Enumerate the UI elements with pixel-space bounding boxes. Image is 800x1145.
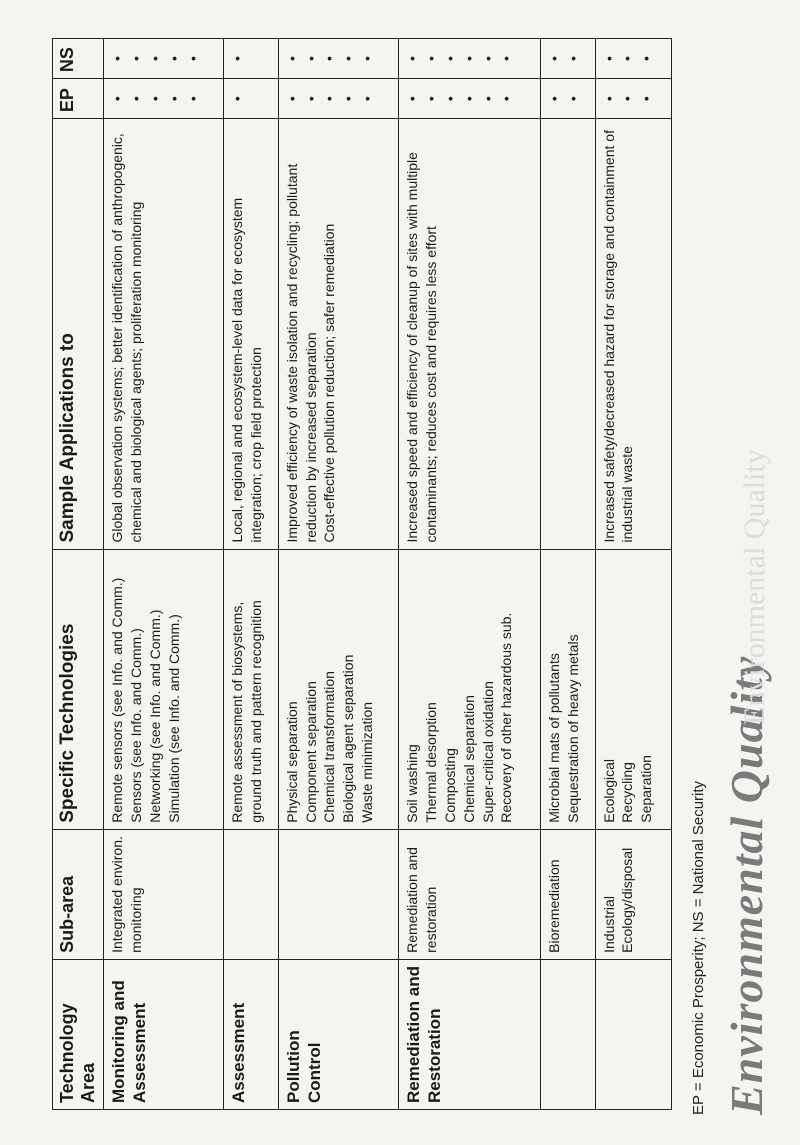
- application-item: Cost-effective pollution reduction; safer remediation: [321, 223, 338, 543]
- sample-applications-cell: [595, 119, 671, 549]
- row-subarea: Integrated environ. monitoring: [104, 829, 224, 959]
- ns-cell: [595, 39, 671, 79]
- technology-item: Composting: [441, 748, 458, 823]
- specific-technologies-cell: [398, 549, 540, 829]
- technology-item: Remote sensors (see Info. and Comm.): [109, 577, 125, 823]
- sample-applications-cell: [278, 119, 398, 549]
- technology-item: Microbial mats of pollutants: [546, 653, 563, 823]
- row-subarea: [278, 829, 398, 959]
- row-subarea: Bioremediation: [541, 829, 595, 959]
- row-area: Assessment: [224, 959, 278, 1109]
- ns-mark: •: [359, 56, 376, 61]
- technology-item: Remote assessment of biosystems, ground truth and pattern recognition: [229, 600, 265, 823]
- technology-item: Biological agent separation: [340, 654, 357, 823]
- technology-item: Sensors (see Info. and Comm.): [127, 628, 144, 823]
- application-item: Local, regional and ecosystem-level data for ecosystem integration; crop field protection: [229, 197, 265, 543]
- ep-mark: •: [422, 96, 439, 102]
- technology-item: Waste minimization: [359, 701, 376, 823]
- page-subtitle: EP = Economic Prosperity; NS = National Security: [690, 780, 707, 1115]
- faded-heading: Environmental Quality: [738, 449, 771, 725]
- ep-mark: •: [460, 96, 477, 102]
- ns-mark: •: [441, 56, 458, 61]
- ns-cell: [541, 39, 595, 79]
- table-row: [278, 39, 398, 1110]
- ns-cell: [398, 39, 540, 79]
- ep-mark: •: [600, 96, 617, 102]
- ep-mark: •: [229, 96, 246, 102]
- ns-mark: •: [109, 56, 125, 61]
- specific-technologies-cell: [224, 549, 278, 829]
- technology-item: Networking (see Info. and Comm.): [146, 609, 163, 823]
- ns-mark: •: [321, 56, 338, 61]
- ep-mark: •: [638, 96, 655, 102]
- header-row: [53, 39, 104, 1110]
- ep-mark: •: [321, 96, 338, 102]
- header-ns: NS: [53, 39, 104, 79]
- row-area: [595, 959, 671, 1109]
- technology-item: Ecological: [600, 758, 617, 823]
- ep-cell: [595, 79, 671, 119]
- ns-mark: •: [127, 56, 144, 61]
- ep-mark: •: [546, 96, 563, 102]
- ep-cell: [224, 79, 278, 119]
- header-ep: EP: [53, 79, 104, 119]
- ep-mark: •: [359, 96, 376, 102]
- sample-applications-cell: [224, 119, 278, 549]
- application-item: Improved efficiency of waste isolation and recycling; pollutant reduction by increased separation: [283, 163, 319, 543]
- sample-applications-cell: [104, 119, 224, 549]
- technology-item: Sequestration of heavy metals: [565, 634, 582, 823]
- ns-mark: •: [340, 56, 357, 61]
- ns-mark: •: [619, 56, 636, 61]
- header-area: Technology Area: [53, 959, 104, 1109]
- technology-item: Component separation: [302, 681, 319, 823]
- technology-item: Separation: [638, 755, 655, 823]
- application-item: Increased safety/decreased hazard for storage and containment of industrial waste: [600, 130, 636, 543]
- technology-item: Chemical separation: [460, 695, 477, 823]
- ns-mark: •: [479, 56, 496, 61]
- row-subarea: Industrial Ecology/disposal: [595, 829, 671, 959]
- table-row: [398, 39, 540, 1110]
- header-specific: Specific Technologies: [53, 549, 104, 829]
- row-area: Pollution Control: [278, 959, 398, 1109]
- table-row: [541, 39, 595, 1110]
- ep-cell: [104, 79, 224, 119]
- sample-applications-cell: [541, 119, 595, 549]
- ns-mark: •: [302, 56, 319, 61]
- ep-mark: •: [109, 96, 125, 102]
- specific-technologies-cell: [541, 549, 595, 829]
- technology-item: Thermal desorption: [422, 702, 439, 823]
- ns-mark: •: [422, 56, 439, 61]
- ep-mark: •: [184, 96, 201, 102]
- ns-cell: [104, 39, 224, 79]
- table-row: [224, 39, 278, 1110]
- row-subarea: Remediation and restoration: [398, 829, 540, 959]
- technology-item: Recycling: [619, 762, 636, 823]
- ns-mark: •: [283, 56, 300, 61]
- ns-mark: •: [460, 56, 477, 61]
- ep-mark: •: [441, 96, 458, 102]
- ep-cell: [398, 79, 540, 119]
- ns-mark: •: [600, 56, 617, 61]
- ns-cell: [224, 39, 278, 79]
- matrix-body: [104, 39, 672, 1110]
- row-subarea: [224, 829, 278, 959]
- ns-mark: •: [165, 56, 182, 61]
- page-title: Environmental Quality: [721, 655, 772, 1115]
- specific-technologies-cell: [104, 549, 224, 829]
- row-area: Monitoring and Assessment: [104, 959, 224, 1109]
- ep-cell: [541, 79, 595, 119]
- ep-mark: •: [565, 96, 582, 102]
- sample-applications-cell: [398, 119, 540, 549]
- ep-mark: •: [146, 96, 163, 102]
- ns-mark: •: [638, 56, 655, 61]
- ep-mark: •: [340, 96, 357, 102]
- ep-mark: •: [302, 96, 319, 102]
- ep-mark: •: [479, 96, 496, 102]
- technology-item: Super-critical oxidation: [479, 681, 496, 823]
- ep-mark: •: [127, 96, 144, 102]
- ep-mark: •: [283, 96, 300, 102]
- ns-mark: •: [546, 56, 563, 61]
- technology-item: Soil washing: [403, 744, 420, 823]
- technology-item: Chemical transformation: [321, 671, 338, 823]
- ep-mark: •: [498, 96, 515, 102]
- technology-matrix: [52, 38, 672, 1110]
- ns-mark: •: [146, 56, 163, 61]
- table-row: [595, 39, 671, 1110]
- ns-mark: •: [403, 56, 420, 61]
- ep-mark: •: [165, 96, 182, 102]
- technology-item: Physical separation: [283, 701, 300, 823]
- table-row: [104, 39, 224, 1110]
- ep-mark: •: [619, 96, 636, 102]
- ns-cell: [278, 39, 398, 79]
- ep-cell: [278, 79, 398, 119]
- ns-mark: •: [229, 56, 246, 61]
- ns-mark: •: [565, 56, 582, 61]
- ns-mark: •: [184, 56, 201, 61]
- technology-item: Recovery of other hazardous sub.: [498, 612, 515, 823]
- ns-mark: •: [498, 56, 515, 61]
- application-item: Global observation systems; better identification of anthropogenic, chemical and biological agents; proliferation monitoring: [109, 133, 144, 543]
- row-area: [541, 959, 595, 1109]
- technology-item: Simulation (see Info. and Comm.): [165, 614, 182, 823]
- row-area: Remediation and Restoration: [398, 959, 540, 1109]
- specific-technologies-cell: [595, 549, 671, 829]
- header-sample: Sample Applications to: [53, 119, 104, 549]
- application-item: Increased speed and efficiency of cleanup of sites with multiple contaminants; reduces cost and requires less effort: [403, 152, 439, 543]
- header-subarea: Sub-area: [53, 829, 104, 959]
- ep-mark: •: [403, 96, 420, 102]
- specific-technologies-cell: [278, 549, 398, 829]
